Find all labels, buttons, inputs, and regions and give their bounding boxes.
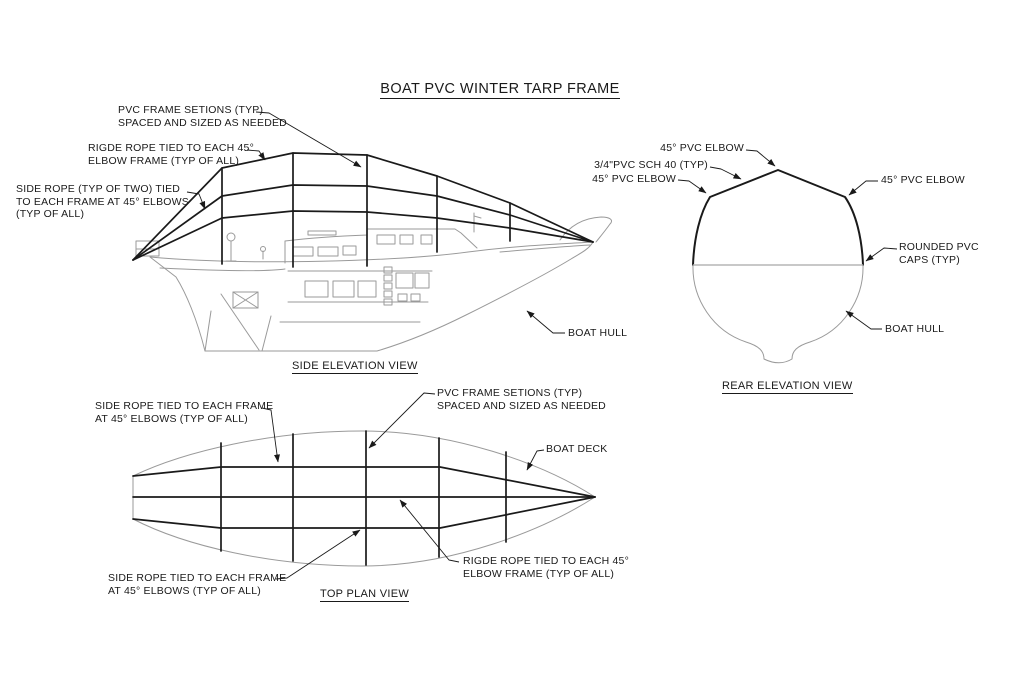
- deck-outline: [133, 431, 595, 566]
- label-line: RIGDE ROPE TIED TO EACH 45°: [88, 142, 254, 154]
- label-line: SPACED AND SIZED AS NEEDED: [437, 399, 606, 412]
- label-line: SIDE ROPE TIED TO EACH FRAME: [95, 400, 274, 412]
- leader-rounded-caps: [866, 248, 897, 261]
- rear-hull-outline: [693, 265, 863, 363]
- hull-porthole: [305, 281, 328, 297]
- doghouse-window: [421, 235, 432, 244]
- panel-box: [415, 273, 429, 288]
- leader-boat-hull-rear: [846, 311, 882, 329]
- label-line: (TYP OF ALL): [16, 208, 85, 220]
- label-pvc-frame-sections-plan: [437, 387, 606, 412]
- panel-box: [396, 273, 413, 288]
- leader-side-rope-plan-lower: [276, 530, 360, 579]
- label-line: BOAT DECK: [546, 443, 608, 455]
- panel-switch: [384, 275, 392, 281]
- caption-text: TOP PLAN VIEW: [320, 588, 410, 600]
- label-elbow-right: [881, 174, 965, 187]
- cabin-hatch: [308, 231, 336, 235]
- winch-head: [227, 233, 235, 241]
- keel-aft-edge: [262, 316, 271, 351]
- stern-post: [226, 241, 236, 261]
- hull-porthole: [358, 281, 376, 297]
- upper-side-rope-line: [133, 185, 593, 260]
- cockpit-coaming: [160, 268, 285, 271]
- top-plan-drawing: [133, 431, 595, 566]
- cabin-outline: [285, 229, 477, 263]
- cabin-window: [343, 246, 356, 255]
- rear-elevation-drawing: [693, 170, 863, 363]
- label-line: ELBOW FRAME (TYP OF ALL): [463, 567, 615, 580]
- plan-upper-side-rope: [133, 467, 595, 497]
- leader-ridge-rope-plan: [400, 500, 459, 562]
- label-line: PVC FRAME SETIONS (TYP): [118, 104, 264, 116]
- caption-top-plan: [320, 588, 409, 602]
- label-line: 45° PVC ELBOW: [881, 174, 965, 186]
- label-side-rope-plan-lower: [108, 572, 286, 597]
- label-side-rope-plan-upper: [95, 400, 273, 425]
- label-line: RIGDE ROPE TIED TO EACH 45°: [463, 555, 629, 567]
- leader-pvc-frame-plan: [369, 393, 435, 448]
- caption-rear-elevation: [722, 380, 853, 394]
- label-line: SIDE ROPE TIED TO EACH FRAME: [108, 572, 287, 584]
- label-line: SPACED AND SIZED AS NEEDED: [118, 116, 287, 129]
- label-pvc-frame-sections-side: [118, 104, 287, 129]
- label-line: SIDE ROPE (TYP OF TWO) TIED: [16, 183, 181, 195]
- label-ridge-rope-side: [88, 142, 254, 167]
- caption-text: SIDE ELEVATION VIEW: [292, 360, 418, 372]
- panel-box-small: [411, 294, 420, 301]
- cabin-window: [293, 247, 313, 256]
- label-rounded-caps: [899, 241, 979, 266]
- hull-porthole: [333, 281, 354, 297]
- page-title-text: BOAT PVC WINTER TARP FRAME: [380, 81, 620, 97]
- plan-lower-side-rope: [133, 497, 595, 528]
- label-elbow-left: [592, 173, 676, 186]
- panel-switch: [384, 283, 392, 289]
- caption-side-elevation: [292, 360, 418, 374]
- label-elbow-top: [660, 142, 744, 155]
- prop-shaft: [221, 294, 259, 350]
- keel-front-edge: [205, 311, 211, 351]
- ridge-rope-line: [133, 153, 593, 260]
- leader-elbow-top: [746, 150, 775, 166]
- panel-box-small: [398, 294, 407, 301]
- cabin-window: [318, 247, 338, 256]
- label-pvc-sch40: [594, 159, 708, 172]
- rear-frame-hoop: [693, 170, 863, 265]
- panel-switch: [384, 267, 392, 273]
- label-line: TO EACH FRAME AT 45° ELBOWS: [16, 195, 189, 208]
- leader-boat-hull-side: [527, 311, 565, 333]
- label-line: PVC FRAME SETIONS (TYP): [437, 387, 583, 399]
- rudder-bracket-cross: [233, 292, 258, 308]
- toe-rail-line: [500, 245, 590, 252]
- label-line: CAPS (TYP): [899, 253, 960, 266]
- label-line: AT 45° ELBOWS (TYP OF ALL): [95, 412, 248, 425]
- label-line: AT 45° ELBOWS (TYP OF ALL): [108, 584, 261, 597]
- label-side-rope-side: [16, 183, 189, 221]
- page-title: [377, 81, 623, 99]
- label-boat-hull-rear: [885, 323, 944, 336]
- label-line: 3/4"PVC SCH 40 (TYP): [594, 159, 708, 171]
- leader-sch40: [710, 167, 741, 179]
- label-line: BOAT HULL: [568, 327, 628, 339]
- label-line: BOAT HULL: [885, 323, 945, 335]
- doghouse-window: [400, 235, 413, 244]
- label-boat-deck: [546, 443, 608, 456]
- label-line: 45° PVC ELBOW: [660, 142, 744, 154]
- label-line: ROUNDED PVC: [899, 241, 979, 253]
- label-line: ELBOW FRAME (TYP OF ALL): [88, 154, 240, 167]
- leader-elbow-right: [849, 181, 878, 195]
- label-ridge-rope-plan: [463, 555, 629, 580]
- doghouse-window: [377, 235, 395, 244]
- label-line: 45° PVC ELBOW: [592, 173, 676, 185]
- panel-switch: [384, 291, 392, 297]
- caption-text: REAR ELEVATION VIEW: [722, 380, 853, 392]
- label-boat-hull-side: [568, 327, 627, 340]
- sheer-line: [150, 242, 593, 262]
- leader-elbow-left: [678, 180, 706, 193]
